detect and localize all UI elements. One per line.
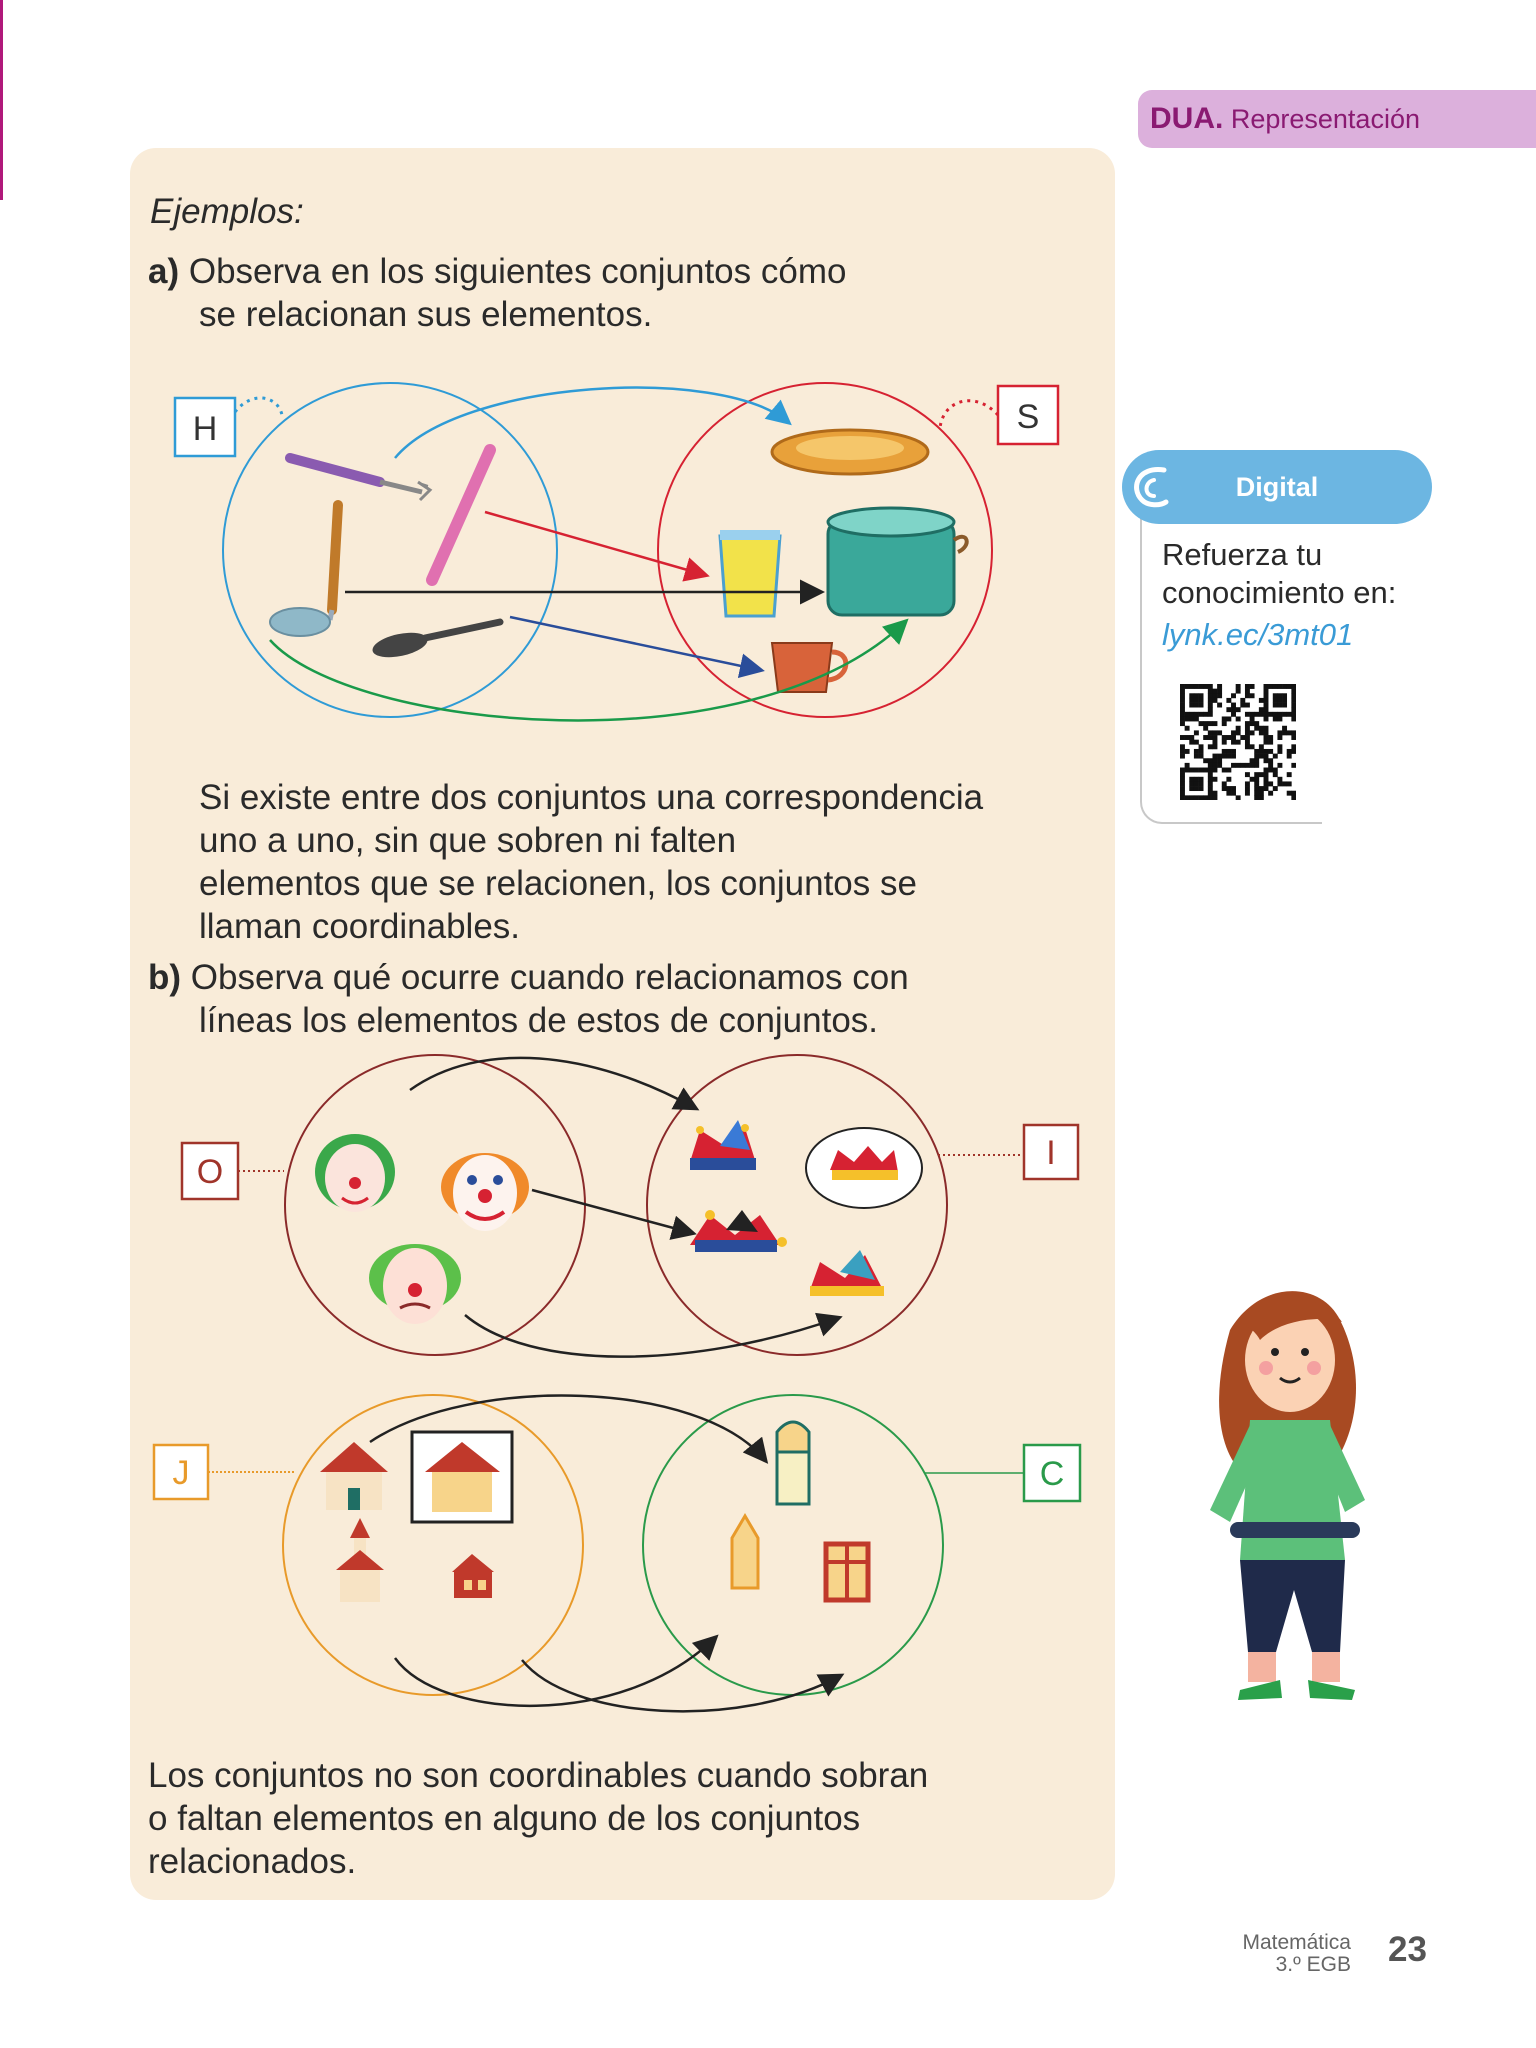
ladle-icon (270, 505, 338, 636)
arrow-mask2-hat3 (532, 1190, 692, 1233)
diagram-a (160, 370, 1080, 750)
digital-tab-label: Digital (1235, 472, 1319, 502)
diagram-b2 (140, 1390, 1090, 1720)
conclusion-line1: Los conjuntos no son coordinables cuando sobran (148, 1756, 929, 1795)
pot-icon (828, 508, 967, 615)
definition-line4: llaman coordinables. (199, 907, 521, 946)
conclusion-line3: relacionados. (148, 1842, 357, 1881)
page-edge-bar (0, 0, 3, 200)
digital-text (1162, 536, 1396, 612)
diagram-b1 (170, 1050, 1090, 1360)
spoon-icon (370, 622, 500, 662)
jester-hat-icon (690, 1210, 787, 1252)
set-i-circle (647, 1055, 947, 1355)
item-a (148, 250, 846, 293)
footer (1242, 1932, 1351, 1976)
digital-line1: Refuerza tu (1162, 537, 1323, 572)
item-b-line1: Observa qué ocurre cuando relacionamos con (190, 958, 909, 997)
qr-code[interactable] (1180, 684, 1296, 800)
digital-link[interactable]: lynk.ec/3mt01 (1162, 617, 1354, 652)
set-j-label: J (172, 1454, 190, 1492)
conclusion-line2: o faltan elementos en alguno de los conjuntos (148, 1799, 861, 1838)
item-b (148, 956, 909, 999)
definition-line3: elementos que se relacionen, los conjuntos se (199, 864, 917, 903)
jester-hat-icon (806, 1128, 922, 1208)
definition-line1: Si existe entre dos conjuntos una correspondencia (199, 778, 984, 817)
set-s-label: S (1016, 398, 1040, 436)
jester-hat-icon (690, 1120, 756, 1170)
arrow-spoon-cup (510, 617, 760, 670)
arrow-mask3-hat4 (465, 1315, 838, 1357)
item-b-label: b) (148, 958, 182, 997)
footer-grade: 3.º EGB (1275, 1953, 1351, 1976)
arrow-mask1-hat1 (410, 1058, 695, 1108)
examples-title: Ejemplos: (150, 192, 304, 231)
set-h-label: H (192, 410, 218, 448)
item-a-line2: se relacionan sus elementos. (199, 295, 653, 334)
item-b-line2: líneas los elementos de estos de conjuntos. (199, 1001, 879, 1040)
cup-icon (772, 643, 846, 692)
dua-badge (1138, 90, 1536, 148)
clown-mask-icon (441, 1153, 529, 1231)
set-i-label: I (1046, 1134, 1056, 1172)
straw-icon (432, 450, 490, 580)
item-a-label: a) (148, 252, 180, 291)
set-h-connector (235, 398, 282, 415)
house-icon (452, 1554, 494, 1598)
arrow-straw-glass (485, 512, 705, 575)
set-h-circle (223, 383, 557, 717)
set-c-label: C (1039, 1455, 1065, 1493)
arched-window-icon (777, 1422, 809, 1504)
set-s-connector (940, 401, 998, 428)
jester-hat-icon (810, 1250, 884, 1296)
gothic-window-icon (732, 1516, 758, 1588)
girl-illustration (1190, 1260, 1400, 1740)
arrow-fork-plate (395, 388, 788, 458)
link-icon (1120, 458, 1180, 518)
clown-mask-icon (315, 1134, 395, 1212)
glass-icon (720, 530, 780, 616)
church-icon (336, 1518, 384, 1602)
dua-label: Representación (1230, 104, 1420, 134)
square-window-icon (826, 1544, 868, 1600)
item-a-line1: Observa en los siguientes conjuntos cómo (188, 252, 847, 291)
footer-subject: Matemática (1242, 1931, 1351, 1954)
set-o-label: O (196, 1153, 224, 1191)
house-icon (320, 1442, 388, 1510)
plate-icon (772, 430, 928, 474)
digital-line2: conocimiento en: (1162, 575, 1397, 610)
fork-icon (290, 458, 430, 500)
dua-prefix: DUA. (1150, 102, 1224, 135)
definition-line2: uno a uno, sin que sobren ni falten (199, 821, 737, 860)
clown-mask-icon (369, 1244, 461, 1324)
page-number: 23 (1388, 1930, 1427, 1969)
